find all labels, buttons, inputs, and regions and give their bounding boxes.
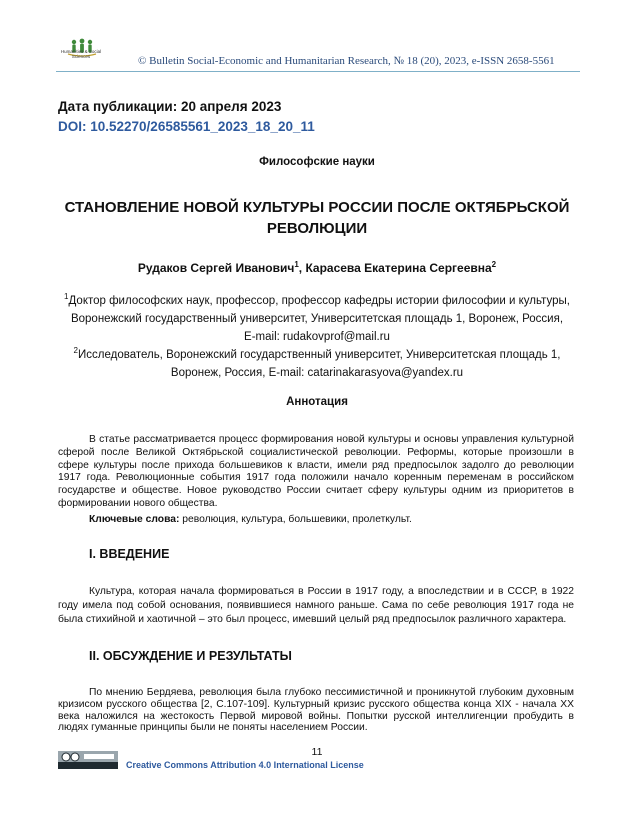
affil-1-line2: Воронежский государственный университет, Университетская площадь 1, Воронеж, Россия,: [70, 313, 564, 325]
discussion-paragraph: По мнению Бердяева, революция была глубоко пессимистичной и проникнутой глубоким духовным кризисом русского общества [2, С.107-109]. Культурный кризис русского общества конца XIX - начала XX века наложился на жестокость Первой мировой войны. Попытки русской интеллигенции пробудить в людях гуманные принципы были не поняты населением России.: [58, 687, 574, 734]
keywords-value: революция, культура, большевики, пролеткульт.: [179, 514, 412, 525]
author-2: Карасева Екатерина Сергеевна: [305, 261, 492, 275]
abstract-heading: Аннотация: [286, 396, 348, 408]
affil-2-sup: 2: [73, 346, 78, 356]
license-link[interactable]: Creative Commons Attribution 4.0 International License: [126, 760, 364, 770]
doi-link[interactable]: DOI: 10.52270/26585561_2023_18_20_11: [58, 119, 315, 134]
cc-by-badge[interactable]: [58, 751, 118, 769]
journal-header: © Bulletin Social-Economic and Humanitarian Research, № 18 (20), 2023, e-ISSN 2658-5561: [138, 55, 555, 67]
abstract-text: В статье рассматривается процесс формирования новой культуры и основы управления культурной сферой после Великой Октябрьской социалистической революции. Реформы, которые произошли в сфере культуры после прихода большевиков к власти, имели ряд предпосылок задолго до революции 1917 года. Революционные события 1917 года положили начало коренным переменам в российском государстве и обществе. Новое руководство России считает сферу культуры одним из приоритетов в формировании нового общества.: [58, 434, 574, 509]
author-1-sup: 1: [294, 260, 299, 269]
section-heading-discussion: II. ОБСУЖДЕНИЕ И РЕЗУЛЬТАТЫ: [89, 649, 292, 663]
paper-title: СТАНОВЛЕНИЕ НОВОЙ КУЛЬТУРЫ РОССИИ ПОСЛЕ ОКТЯБРЬСКОЙ РЕВОЛЮЦИИ: [64, 199, 570, 237]
keywords-label: Ключевые слова:: [89, 514, 180, 525]
affil-1-line1: Доктор философских наук, профессор, профессор кафедры истории философии и культуры,: [68, 295, 570, 307]
affil-2-line1: Исследователь, Воронежский государственный университет, Университетская площадь 1,: [77, 349, 561, 361]
subject-category: Философские науки: [259, 156, 375, 168]
affil-2-email: Воронеж, Россия, E-mail: catarinakarasyova@yandex.ru: [170, 367, 464, 379]
introduction-paragraph: Культура, которая начала формироваться в России в 1917 году, а впоследствии и в СССР, в 1922 году имела под собой основания, появившиеся намного раньше. Сама по себе революция 1917 года не была стихийной и хаотичной – это был процесс, имевший целый ряд предпосылок различного характера.: [58, 586, 574, 625]
authors-line: [0, 261, 634, 275]
cc-license-icon: [58, 751, 118, 769]
affiliations: [40, 292, 594, 382]
header-divider: [56, 71, 580, 72]
author-1: Рудаков Сергей Иванович: [137, 261, 295, 275]
publication-date: Дата публикации: 20 апреля 2023: [58, 99, 282, 114]
keywords: [89, 514, 412, 525]
affil-1-email: E-mail: rudakovprof@mail.ru: [244, 331, 390, 343]
page-number: 11: [311, 746, 323, 758]
section-heading-introduction: I. ВВЕДЕНИЕ: [89, 547, 170, 561]
author-separator: ,: [298, 261, 306, 275]
logo-text: Humanities & Social Sciences: [60, 49, 102, 59]
affil-1-sup: 1: [64, 292, 69, 302]
author-2-sup: 2: [491, 260, 497, 269]
